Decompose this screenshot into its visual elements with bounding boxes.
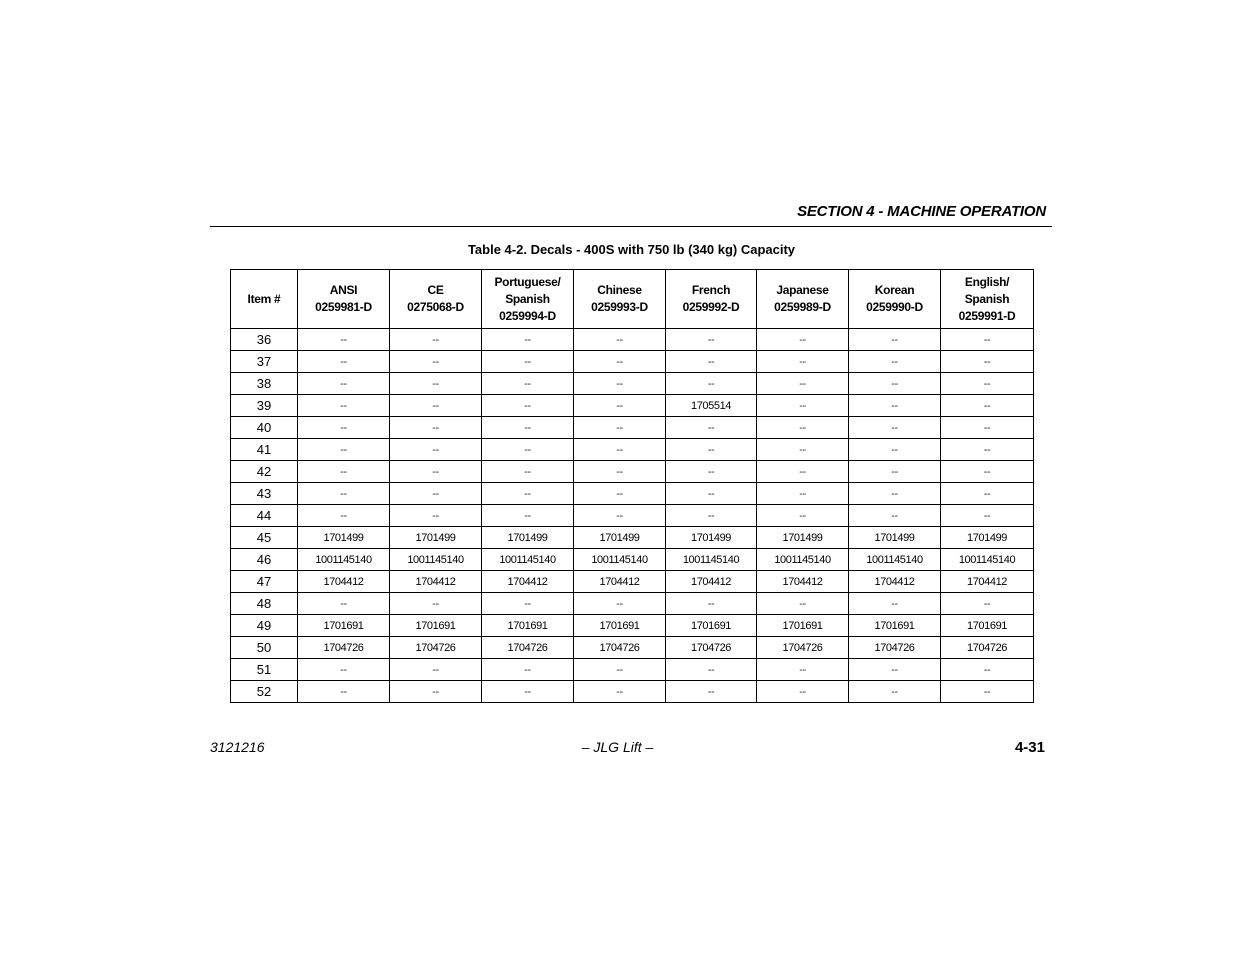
part-number-cell: -- bbox=[666, 681, 757, 703]
column-header-line: Japanese bbox=[776, 283, 829, 297]
part-number-cell: -- bbox=[941, 483, 1034, 505]
item-number-cell: 36 bbox=[231, 329, 298, 351]
part-number-cell: -- bbox=[849, 439, 941, 461]
part-number-cell: -- bbox=[757, 461, 849, 483]
item-number-cell: 38 bbox=[231, 373, 298, 395]
part-number-cell: -- bbox=[941, 659, 1034, 681]
column-header-line: English/ bbox=[964, 274, 1010, 289]
part-number-cell: -- bbox=[849, 483, 941, 505]
part-number-cell: -- bbox=[390, 593, 482, 615]
part-number-cell: -- bbox=[298, 373, 390, 395]
part-number-cell: -- bbox=[390, 329, 482, 351]
part-number-cell: -- bbox=[482, 659, 574, 681]
part-number-cell: -- bbox=[574, 329, 666, 351]
part-number-cell: -- bbox=[666, 593, 757, 615]
part-number-cell: 1001145140 bbox=[482, 549, 574, 571]
part-number-cell: -- bbox=[390, 461, 482, 483]
part-number-cell: 1701499 bbox=[941, 527, 1034, 549]
part-number-cell: -- bbox=[757, 593, 849, 615]
table-row bbox=[231, 483, 1034, 505]
part-number-cell: 1704726 bbox=[757, 637, 849, 659]
column-header-line: Spanish bbox=[505, 291, 550, 306]
part-number-cell: -- bbox=[482, 373, 574, 395]
part-number-cell: -- bbox=[849, 505, 941, 527]
section-header: SECTION 4 - MACHINE OPERATION bbox=[797, 203, 1046, 220]
part-number-cell: -- bbox=[390, 505, 482, 527]
item-number-cell: 41 bbox=[231, 439, 298, 461]
page-number: 4-31 bbox=[1014, 739, 1045, 756]
part-number-cell: -- bbox=[390, 483, 482, 505]
column-header bbox=[390, 270, 482, 329]
part-number-cell: -- bbox=[666, 417, 757, 439]
part-number-cell: 1001145140 bbox=[757, 549, 849, 571]
column-header-line: 0259991-D bbox=[958, 308, 1016, 323]
table-row bbox=[231, 373, 1034, 395]
part-number-cell: 1701499 bbox=[298, 527, 390, 549]
part-number-cell: -- bbox=[849, 373, 941, 395]
part-number-cell: -- bbox=[941, 681, 1034, 703]
part-number-cell: -- bbox=[666, 659, 757, 681]
part-number-cell: -- bbox=[849, 461, 941, 483]
part-number-cell: 1704726 bbox=[298, 637, 390, 659]
part-number-cell: -- bbox=[298, 329, 390, 351]
part-number-cell: 1704412 bbox=[298, 571, 390, 593]
item-number-cell: 51 bbox=[231, 659, 298, 681]
part-number-cell: 1001145140 bbox=[298, 549, 390, 571]
part-number-cell: -- bbox=[482, 395, 574, 417]
part-number-cell: -- bbox=[849, 395, 941, 417]
part-number-cell: -- bbox=[666, 483, 757, 505]
part-number-cell: -- bbox=[390, 659, 482, 681]
part-number-cell: 1701499 bbox=[574, 527, 666, 549]
part-number-cell: -- bbox=[666, 373, 757, 395]
part-number-cell: -- bbox=[482, 505, 574, 527]
part-number-cell: 1701499 bbox=[666, 527, 757, 549]
table-row bbox=[231, 659, 1034, 681]
part-number-cell: 1701499 bbox=[390, 527, 482, 549]
part-number-cell: -- bbox=[666, 329, 757, 351]
footer-brand: – JLG Lift – bbox=[581, 739, 654, 755]
table-row bbox=[231, 461, 1034, 483]
part-number-cell: -- bbox=[482, 439, 574, 461]
part-number-cell: 1001145140 bbox=[574, 549, 666, 571]
part-number-cell: 1705514 bbox=[666, 395, 757, 417]
column-header-line: ANSI bbox=[329, 283, 358, 297]
column-header-line: 0275068-D bbox=[407, 300, 464, 314]
part-number-cell: 1704412 bbox=[482, 571, 574, 593]
part-number-cell: -- bbox=[574, 505, 666, 527]
part-number-cell: -- bbox=[849, 681, 941, 703]
part-number-cell: -- bbox=[390, 439, 482, 461]
part-number-cell: -- bbox=[941, 461, 1034, 483]
column-header-line: French bbox=[691, 283, 731, 297]
part-number-cell: 1701691 bbox=[849, 615, 941, 637]
part-number-cell: -- bbox=[390, 351, 482, 373]
item-number-cell: 52 bbox=[231, 681, 298, 703]
column-header-line: Item # bbox=[247, 291, 281, 306]
part-number-cell: -- bbox=[666, 505, 757, 527]
part-number-cell: -- bbox=[757, 483, 849, 505]
table-row bbox=[231, 417, 1034, 439]
column-header-line: Spanish bbox=[964, 291, 1010, 306]
part-number-cell: -- bbox=[757, 417, 849, 439]
part-number-cell: 1001145140 bbox=[666, 549, 757, 571]
part-number-cell: 1701499 bbox=[482, 527, 574, 549]
part-number-cell: -- bbox=[757, 373, 849, 395]
part-number-cell: -- bbox=[757, 505, 849, 527]
part-number-cell: -- bbox=[298, 461, 390, 483]
item-number-cell: 48 bbox=[231, 593, 298, 615]
part-number-cell: 1001145140 bbox=[849, 549, 941, 571]
part-number-cell: -- bbox=[849, 593, 941, 615]
part-number-cell: -- bbox=[941, 505, 1034, 527]
table-row bbox=[231, 593, 1034, 615]
item-number-cell: 42 bbox=[231, 461, 298, 483]
table-row bbox=[231, 615, 1034, 637]
part-number-cell: -- bbox=[298, 659, 390, 681]
part-number-cell: -- bbox=[666, 351, 757, 373]
item-number-cell: 37 bbox=[231, 351, 298, 373]
part-number-cell: -- bbox=[574, 373, 666, 395]
table-title: Table 4-2. Decals - 400S with 750 lb (340 kg) Capacity bbox=[467, 242, 796, 257]
part-number-cell: 1001145140 bbox=[941, 549, 1034, 571]
part-number-cell: -- bbox=[482, 417, 574, 439]
part-number-cell: -- bbox=[482, 461, 574, 483]
column-header-line: Portuguese/ bbox=[494, 274, 561, 289]
column-header bbox=[757, 270, 849, 329]
column-header bbox=[574, 270, 666, 329]
item-number-cell: 45 bbox=[231, 527, 298, 549]
part-number-cell: -- bbox=[482, 681, 574, 703]
table-row bbox=[231, 571, 1034, 593]
part-number-cell: -- bbox=[941, 439, 1034, 461]
part-number-cell: -- bbox=[298, 483, 390, 505]
column-header-line: 0259992-D bbox=[682, 300, 740, 314]
part-number-cell: 1704412 bbox=[941, 571, 1034, 593]
column-header bbox=[298, 270, 390, 329]
part-number-cell: 1701691 bbox=[666, 615, 757, 637]
part-number-cell: -- bbox=[298, 505, 390, 527]
part-number-cell: -- bbox=[941, 395, 1034, 417]
part-number-cell: -- bbox=[574, 681, 666, 703]
part-number-cell: -- bbox=[298, 395, 390, 417]
part-number-cell: 1701691 bbox=[482, 615, 574, 637]
table-header-row bbox=[231, 270, 1034, 329]
column-header bbox=[482, 270, 574, 329]
column-header bbox=[941, 270, 1034, 329]
part-number-cell: -- bbox=[482, 351, 574, 373]
column-header-line: 0259994-D bbox=[499, 308, 556, 323]
part-number-cell: 1704412 bbox=[666, 571, 757, 593]
column-header-line: 0259990-D bbox=[866, 300, 923, 314]
part-number-cell: -- bbox=[298, 417, 390, 439]
decals-table bbox=[230, 269, 1034, 703]
table-row bbox=[231, 549, 1034, 571]
part-number-cell: -- bbox=[757, 659, 849, 681]
part-number-cell: 1701691 bbox=[941, 615, 1034, 637]
part-number-cell: 1701499 bbox=[757, 527, 849, 549]
part-number-cell: -- bbox=[298, 681, 390, 703]
column-header-line: CE bbox=[427, 283, 444, 297]
item-number-cell: 50 bbox=[231, 637, 298, 659]
column-header bbox=[849, 270, 941, 329]
part-number-cell: -- bbox=[574, 659, 666, 681]
part-number-cell: 1704726 bbox=[941, 637, 1034, 659]
part-number-cell: -- bbox=[574, 351, 666, 373]
table-row bbox=[231, 527, 1034, 549]
part-number-cell: -- bbox=[482, 593, 574, 615]
part-number-cell: -- bbox=[390, 417, 482, 439]
part-number-cell: -- bbox=[574, 439, 666, 461]
table-row bbox=[231, 505, 1034, 527]
part-number-cell: -- bbox=[757, 439, 849, 461]
part-number-cell: -- bbox=[574, 461, 666, 483]
part-number-cell: -- bbox=[298, 439, 390, 461]
part-number-cell: -- bbox=[941, 329, 1034, 351]
part-number-cell: -- bbox=[849, 417, 941, 439]
part-number-cell: -- bbox=[574, 417, 666, 439]
part-number-cell: 1704726 bbox=[849, 637, 941, 659]
part-number-cell: 1701691 bbox=[757, 615, 849, 637]
part-number-cell: -- bbox=[757, 681, 849, 703]
part-number-cell: -- bbox=[298, 351, 390, 373]
item-number-cell: 40 bbox=[231, 417, 298, 439]
part-number-cell: 1704412 bbox=[849, 571, 941, 593]
part-number-cell: 1704726 bbox=[390, 637, 482, 659]
part-number-cell: -- bbox=[574, 593, 666, 615]
part-number-cell: -- bbox=[574, 395, 666, 417]
part-number-cell: -- bbox=[849, 329, 941, 351]
part-number-cell: -- bbox=[390, 373, 482, 395]
item-number-cell: 43 bbox=[231, 483, 298, 505]
column-header bbox=[666, 270, 757, 329]
part-number-cell: -- bbox=[574, 483, 666, 505]
part-number-cell: 1704726 bbox=[482, 637, 574, 659]
part-number-cell: -- bbox=[757, 329, 849, 351]
part-number-cell: -- bbox=[757, 351, 849, 373]
part-number-cell: -- bbox=[941, 593, 1034, 615]
part-number-cell: 1001145140 bbox=[390, 549, 482, 571]
table-row bbox=[231, 351, 1034, 373]
item-number-cell: 49 bbox=[231, 615, 298, 637]
table-row bbox=[231, 395, 1034, 417]
part-number-cell: -- bbox=[482, 483, 574, 505]
part-number-cell: 1704726 bbox=[666, 637, 757, 659]
part-number-cell: 1701691 bbox=[390, 615, 482, 637]
part-number-cell: 1701691 bbox=[574, 615, 666, 637]
part-number-cell: 1704412 bbox=[574, 571, 666, 593]
item-number-cell: 46 bbox=[231, 549, 298, 571]
part-number-cell: 1704412 bbox=[757, 571, 849, 593]
part-number-cell: -- bbox=[298, 593, 390, 615]
part-number-cell: -- bbox=[849, 351, 941, 373]
table-row bbox=[231, 637, 1034, 659]
column-header-item bbox=[231, 270, 298, 329]
part-number-cell: 1701691 bbox=[298, 615, 390, 637]
item-number-cell: 44 bbox=[231, 505, 298, 527]
part-number-cell: -- bbox=[941, 373, 1034, 395]
part-number-cell: -- bbox=[757, 395, 849, 417]
column-header-line: 0259981-D bbox=[315, 300, 372, 314]
part-number-cell: -- bbox=[390, 681, 482, 703]
table-row bbox=[231, 681, 1034, 703]
part-number-cell: 1704726 bbox=[574, 637, 666, 659]
part-number-cell: 1704412 bbox=[390, 571, 482, 593]
table-body bbox=[231, 329, 1034, 703]
part-number-cell: -- bbox=[941, 351, 1034, 373]
column-header-line: Korean bbox=[874, 283, 915, 297]
part-number-cell: -- bbox=[849, 659, 941, 681]
part-number-cell: 1701499 bbox=[849, 527, 941, 549]
column-header-line: Chinese bbox=[597, 283, 642, 297]
part-number-cell: -- bbox=[482, 329, 574, 351]
part-number-cell: -- bbox=[666, 439, 757, 461]
part-number-cell: -- bbox=[941, 417, 1034, 439]
column-header-line: 0259989-D bbox=[774, 300, 831, 314]
part-number-cell: -- bbox=[390, 395, 482, 417]
header-divider bbox=[210, 226, 1052, 227]
doc-number: 3121216 bbox=[210, 739, 265, 755]
table-row bbox=[231, 439, 1034, 461]
table-row bbox=[231, 329, 1034, 351]
part-number-cell: -- bbox=[666, 461, 757, 483]
item-number-cell: 39 bbox=[231, 395, 298, 417]
item-number-cell: 47 bbox=[231, 571, 298, 593]
column-header-line: 0259993-D bbox=[591, 300, 648, 314]
